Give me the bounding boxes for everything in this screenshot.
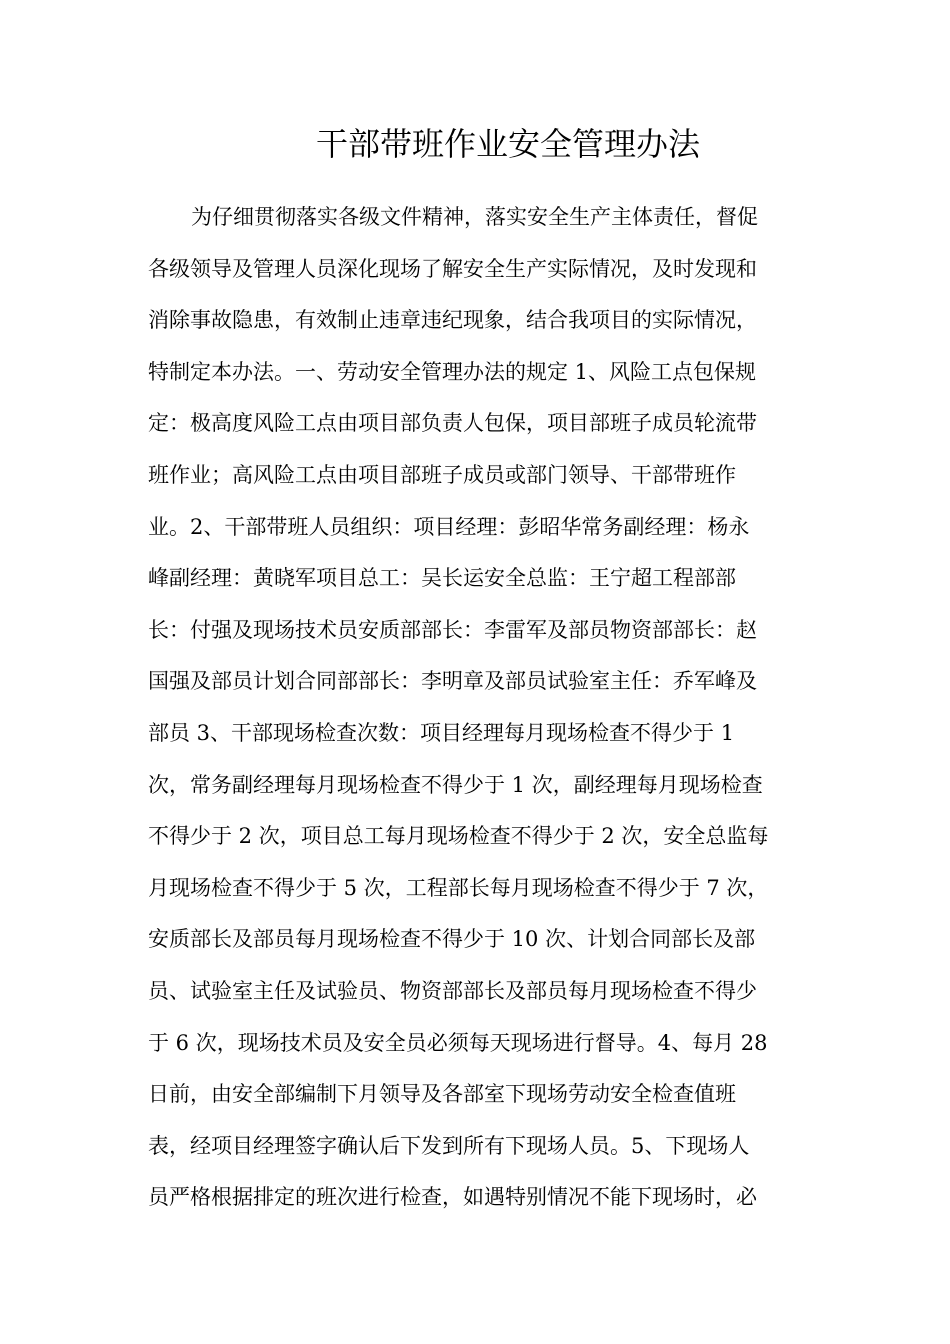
paragraph-line: 为仔细贯彻落实各级文件精神，落实安全生产主体责任，督促: [191, 205, 758, 229]
paragraph-line: 员严格根据排定的班次进行检查，如遇特别情况不能下现场时，必: [148, 1185, 757, 1210]
paragraph-line: 峰副经理：黄晓军项目总工：吴长运安全总监：王宁超工程部部: [148, 566, 736, 591]
paragraph-line: 各级领导及管理人员深化现场了解安全生产实际情况，及时发现和: [148, 256, 757, 281]
paragraph-line: 于 6 次，现场技术员及安全员必须每天现场进行督导。4、每月 28: [148, 1030, 768, 1055]
paragraph-line: 长：付强及现场技术员安质部部长：李雷军及部员物资部部长：赵: [148, 617, 757, 642]
document-body: [148, 192, 808, 1224]
paragraph-line: 定：极高度风险工点由项目部负责人包保，项目部班子成员轮流带: [148, 411, 757, 436]
paragraph-line: 表，经项目经理签字确认后下发到所有下现场人员。5、下现场人: [148, 1133, 750, 1158]
paragraph-line: 国强及部员计划合同部部长：李明章及部员试验室主任：乔军峰及: [148, 669, 757, 694]
paragraph-line: 日前，由安全部编制下月领导及各部室下现场劳动安全检查值班: [148, 1082, 736, 1107]
paragraph-line: 次，常务副经理每月现场检查不得少于 1 次，副经理每月现场检查: [148, 772, 763, 797]
paragraph-line: 业。2、干部带班人员组织：项目经理：彭昭华常务副经理：杨永: [148, 514, 750, 539]
paragraph-line: 消除事故隐患，有效制止违章违纪现象，结合我项目的实际情况，: [148, 308, 757, 333]
paragraph-line: 不得少于 2 次，项目总工每月现场检查不得少于 2 次，安全总监每: [148, 824, 769, 849]
paragraph-line: 月现场检查不得少于 5 次，工程部长每月现场检查不得少于 7 次，: [148, 875, 769, 900]
paragraph-line: 员、试验室主任及试验员、物资部部长及部员每月现场检查不得少: [148, 978, 757, 1003]
paragraph-line: 安质部长及部员每月现场检查不得少于 10 次、计划合同部长及部: [148, 927, 756, 952]
document-title: 干部带班作业安全管理办法: [315, 125, 700, 163]
paragraph-line: 特制定本办法。一、劳动安全管理办法的规定 1、风险工点包保规: [148, 359, 757, 384]
paragraph-line: 部员 3、干部现场检查次数：项目经理每月现场检查不得少于 1: [148, 720, 735, 745]
paragraph-line: 班作业；高风险工点由项目部班子成员或部门领导、干部带班作: [148, 462, 736, 487]
